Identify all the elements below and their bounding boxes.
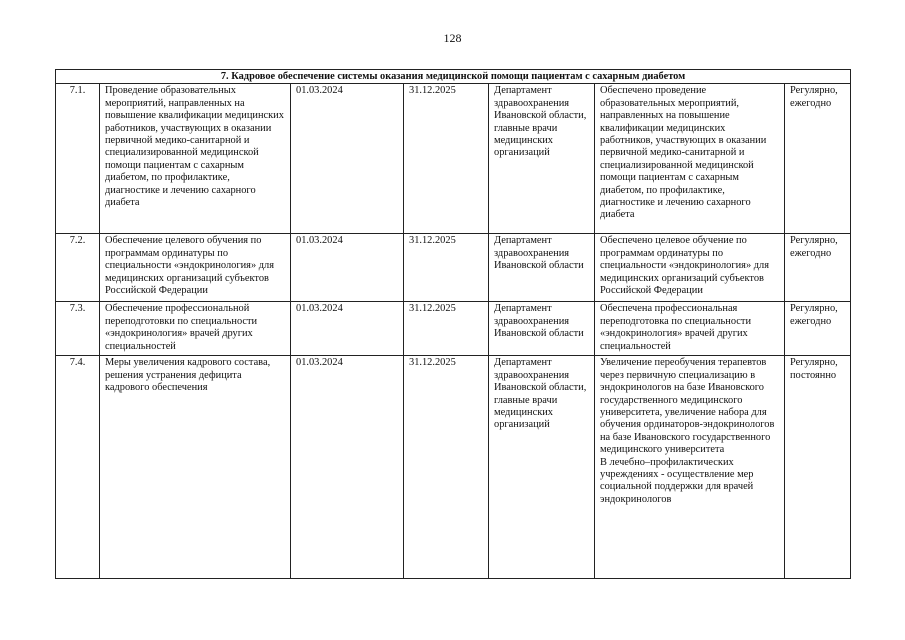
table-row <box>56 356 851 579</box>
activity-cell: Меры увеличения кадрового состава, решения устранения дефицита кадрового обеспечения <box>100 356 291 579</box>
activity-cell: Проведение образовательных мероприятий, направленных на повышение квалификации медицинских работников, участвующих в оказании первичной медико-санитарной и специализированной медицинской помощи пациентам с сахарным диабетом, по профилактике, диагностике и лечению сахарного диабета <box>100 84 291 234</box>
periodicity-cell: Регулярно, ежегодно <box>785 84 851 234</box>
table-row <box>56 84 851 234</box>
periodicity-cell: Регулярно, ежегодно <box>785 302 851 356</box>
responsible-cell: Департамент здравоохранения Ивановской области, главные врачи медицинских организаций <box>489 356 595 579</box>
page-number: 128 <box>443 31 462 45</box>
row-number: 7.3. <box>56 302 100 356</box>
section-title: 7. Кадровое обеспечение системы оказания медицинской помощи пациентам с сахарным диабетом <box>56 70 851 84</box>
start-date-cell: 01.03.2024 <box>291 356 404 579</box>
start-date-cell: 01.03.2024 <box>291 234 404 302</box>
table-row <box>56 302 851 356</box>
end-date-cell: 31.12.2025 <box>404 234 489 302</box>
result-cell: Обеспечена профессиональная переподготовка по специальности «эндокринология» врачей других специальностей <box>595 302 785 356</box>
end-date-cell: 31.12.2025 <box>404 356 489 579</box>
end-date-cell: 31.12.2025 <box>404 84 489 234</box>
responsible-cell: Департамент здравоохранения Ивановской области, главные врачи медицинских организаций <box>489 84 595 234</box>
table-row <box>56 234 851 302</box>
action-plan-table <box>55 69 851 579</box>
section-header-row <box>56 70 851 84</box>
result-extra-text: В лечебно–профилактических учреждениях - осуществление мер социальной поддержки для врачей эндокринологов <box>600 456 754 505</box>
result-cell: Обеспечено проведение образовательных мероприятий, направленных на повышение квалификации медицинских работников, участвующих в оказании первичной медико-санитарной и специализированной медицинской помощи пациентам с сахарным диабетом, по профилактике, диагностике и лечению сахарного диабета <box>595 84 785 234</box>
activity-cell: Обеспечение целевого обучения по программам ординатуры по специальности «эндокринология» для медицинских организаций субъектов Российской Федерации <box>100 234 291 302</box>
end-date-cell: 31.12.2025 <box>404 302 489 356</box>
result-cell <box>595 356 785 579</box>
result-text: Увеличение переобучения терапевтов через первичную специализацию в эндокринологов на базе Ивановского государственного медицинского университета, увеличение набора для обучения ординаторов-эндокринологов на базе Ивановского государственного медицинского университета <box>600 357 775 456</box>
row-number: 7.1. <box>56 84 100 234</box>
row-number: 7.4. <box>56 356 100 579</box>
activity-cell: Обеспечение профессиональной переподготовки по специальности «эндокринология» врачей других специальностей <box>100 302 291 356</box>
result-cell: Обеспечено целевое обучение по программам ординатуры по специальности «эндокринология» для медицинских организаций субъектов Российской Федерации <box>595 234 785 302</box>
responsible-cell: Департамент здравоохранения Ивановской области <box>489 234 595 302</box>
start-date-cell: 01.03.2024 <box>291 84 404 234</box>
responsible-cell: Департамент здравоохранения Ивановской области <box>489 302 595 356</box>
row-number: 7.2. <box>56 234 100 302</box>
periodicity-cell: Регулярно, ежегодно <box>785 234 851 302</box>
start-date-cell: 01.03.2024 <box>291 302 404 356</box>
periodicity-cell: Регулярно, постоянно <box>785 356 851 579</box>
